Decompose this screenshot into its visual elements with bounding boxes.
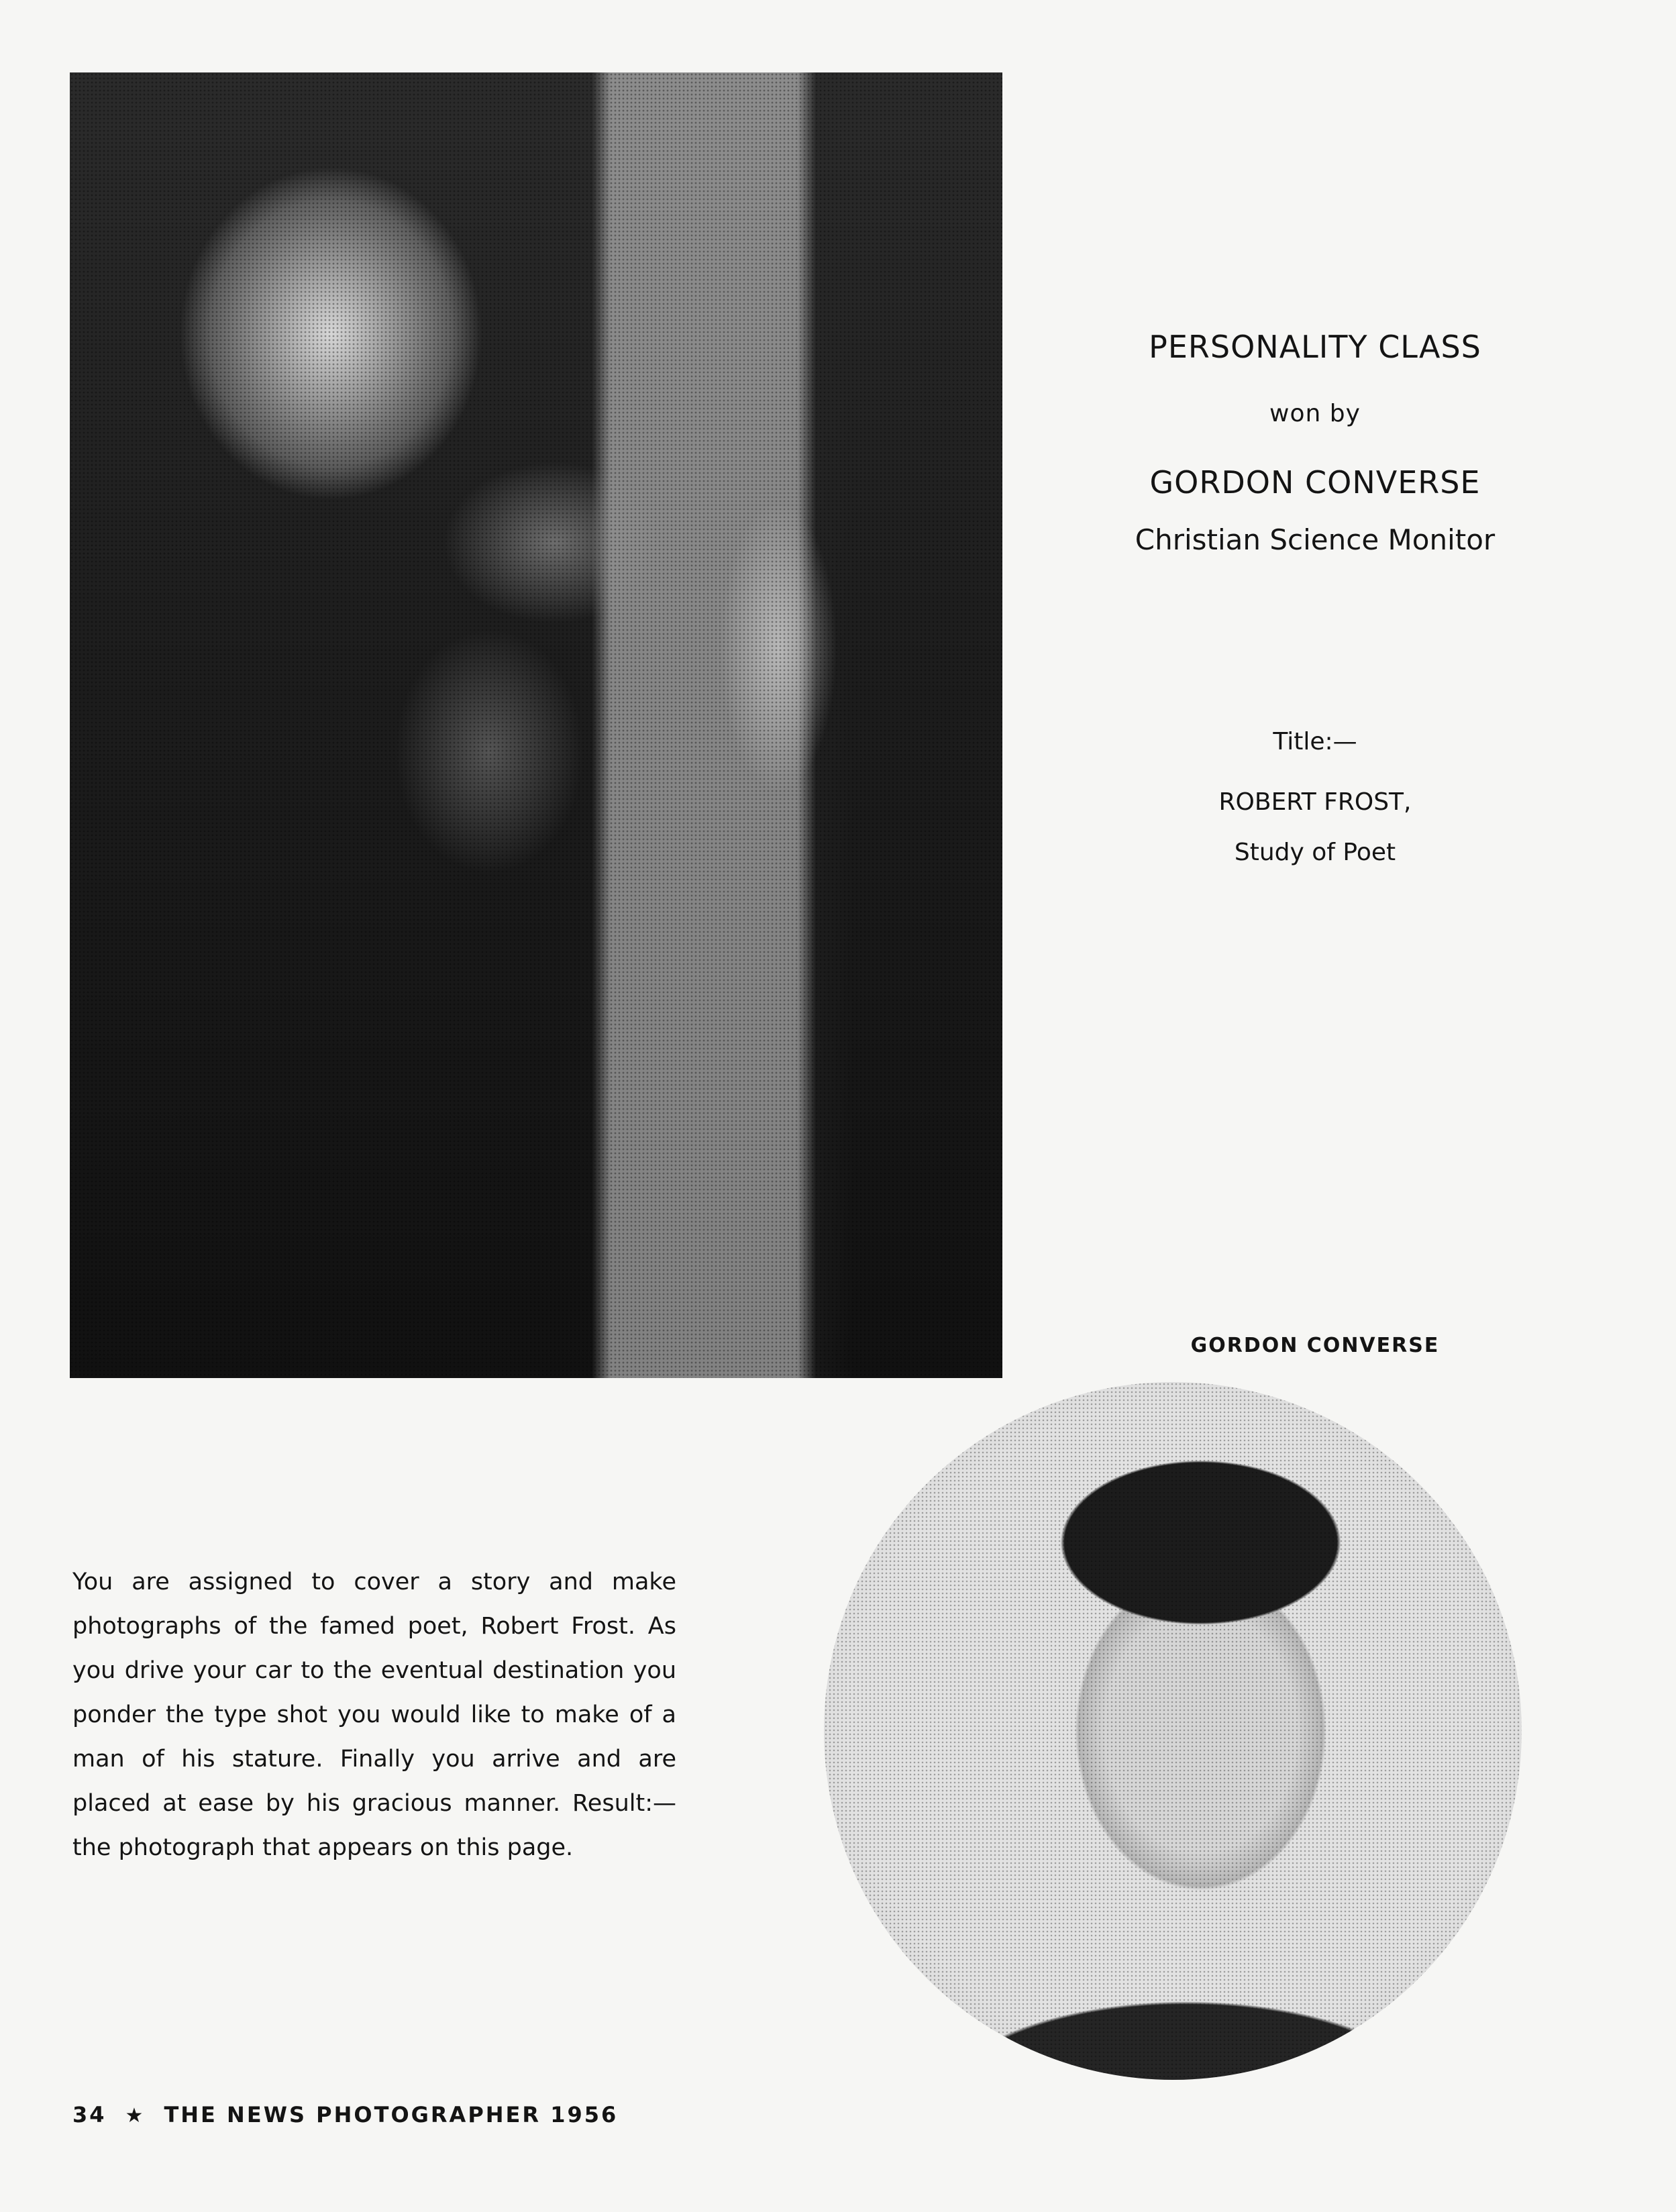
- winner-publication: Christian Science Monitor: [1135, 523, 1496, 556]
- photo-subtitle: Study of Poet: [1234, 839, 1396, 866]
- photo-robert-frost: [70, 72, 1002, 1378]
- star-icon: ★: [125, 2104, 146, 2127]
- winner-name: GORDON CONVERSE: [1149, 464, 1481, 501]
- class-heading: PERSONALITY CLASS: [1149, 329, 1481, 365]
- body-paragraph: You are assigned to cover a story and make photographs of the famed poet, Robert Frost. As you drive your car to the eventual destination you ponder the type shot you would like to make of a man of his stature. Finally you arrive and are placed at ease by his gracious manner. Result:— the photograph that appears on this page.: [72, 1569, 676, 1861]
- title-label: Title:—: [1273, 728, 1357, 755]
- won-by-label: won by: [1269, 400, 1361, 427]
- photo-subject: ROBERT FROST,: [1218, 788, 1412, 816]
- page-number: 34: [72, 2102, 107, 2127]
- footer-publication: THE NEWS PHOTOGRAPHER 1956: [164, 2102, 619, 2127]
- page-footer: [72, 2102, 618, 2127]
- portrait-gordon-converse: [824, 1382, 1522, 2080]
- portrait-caption: GORDON CONVERSE: [1190, 1334, 1440, 1357]
